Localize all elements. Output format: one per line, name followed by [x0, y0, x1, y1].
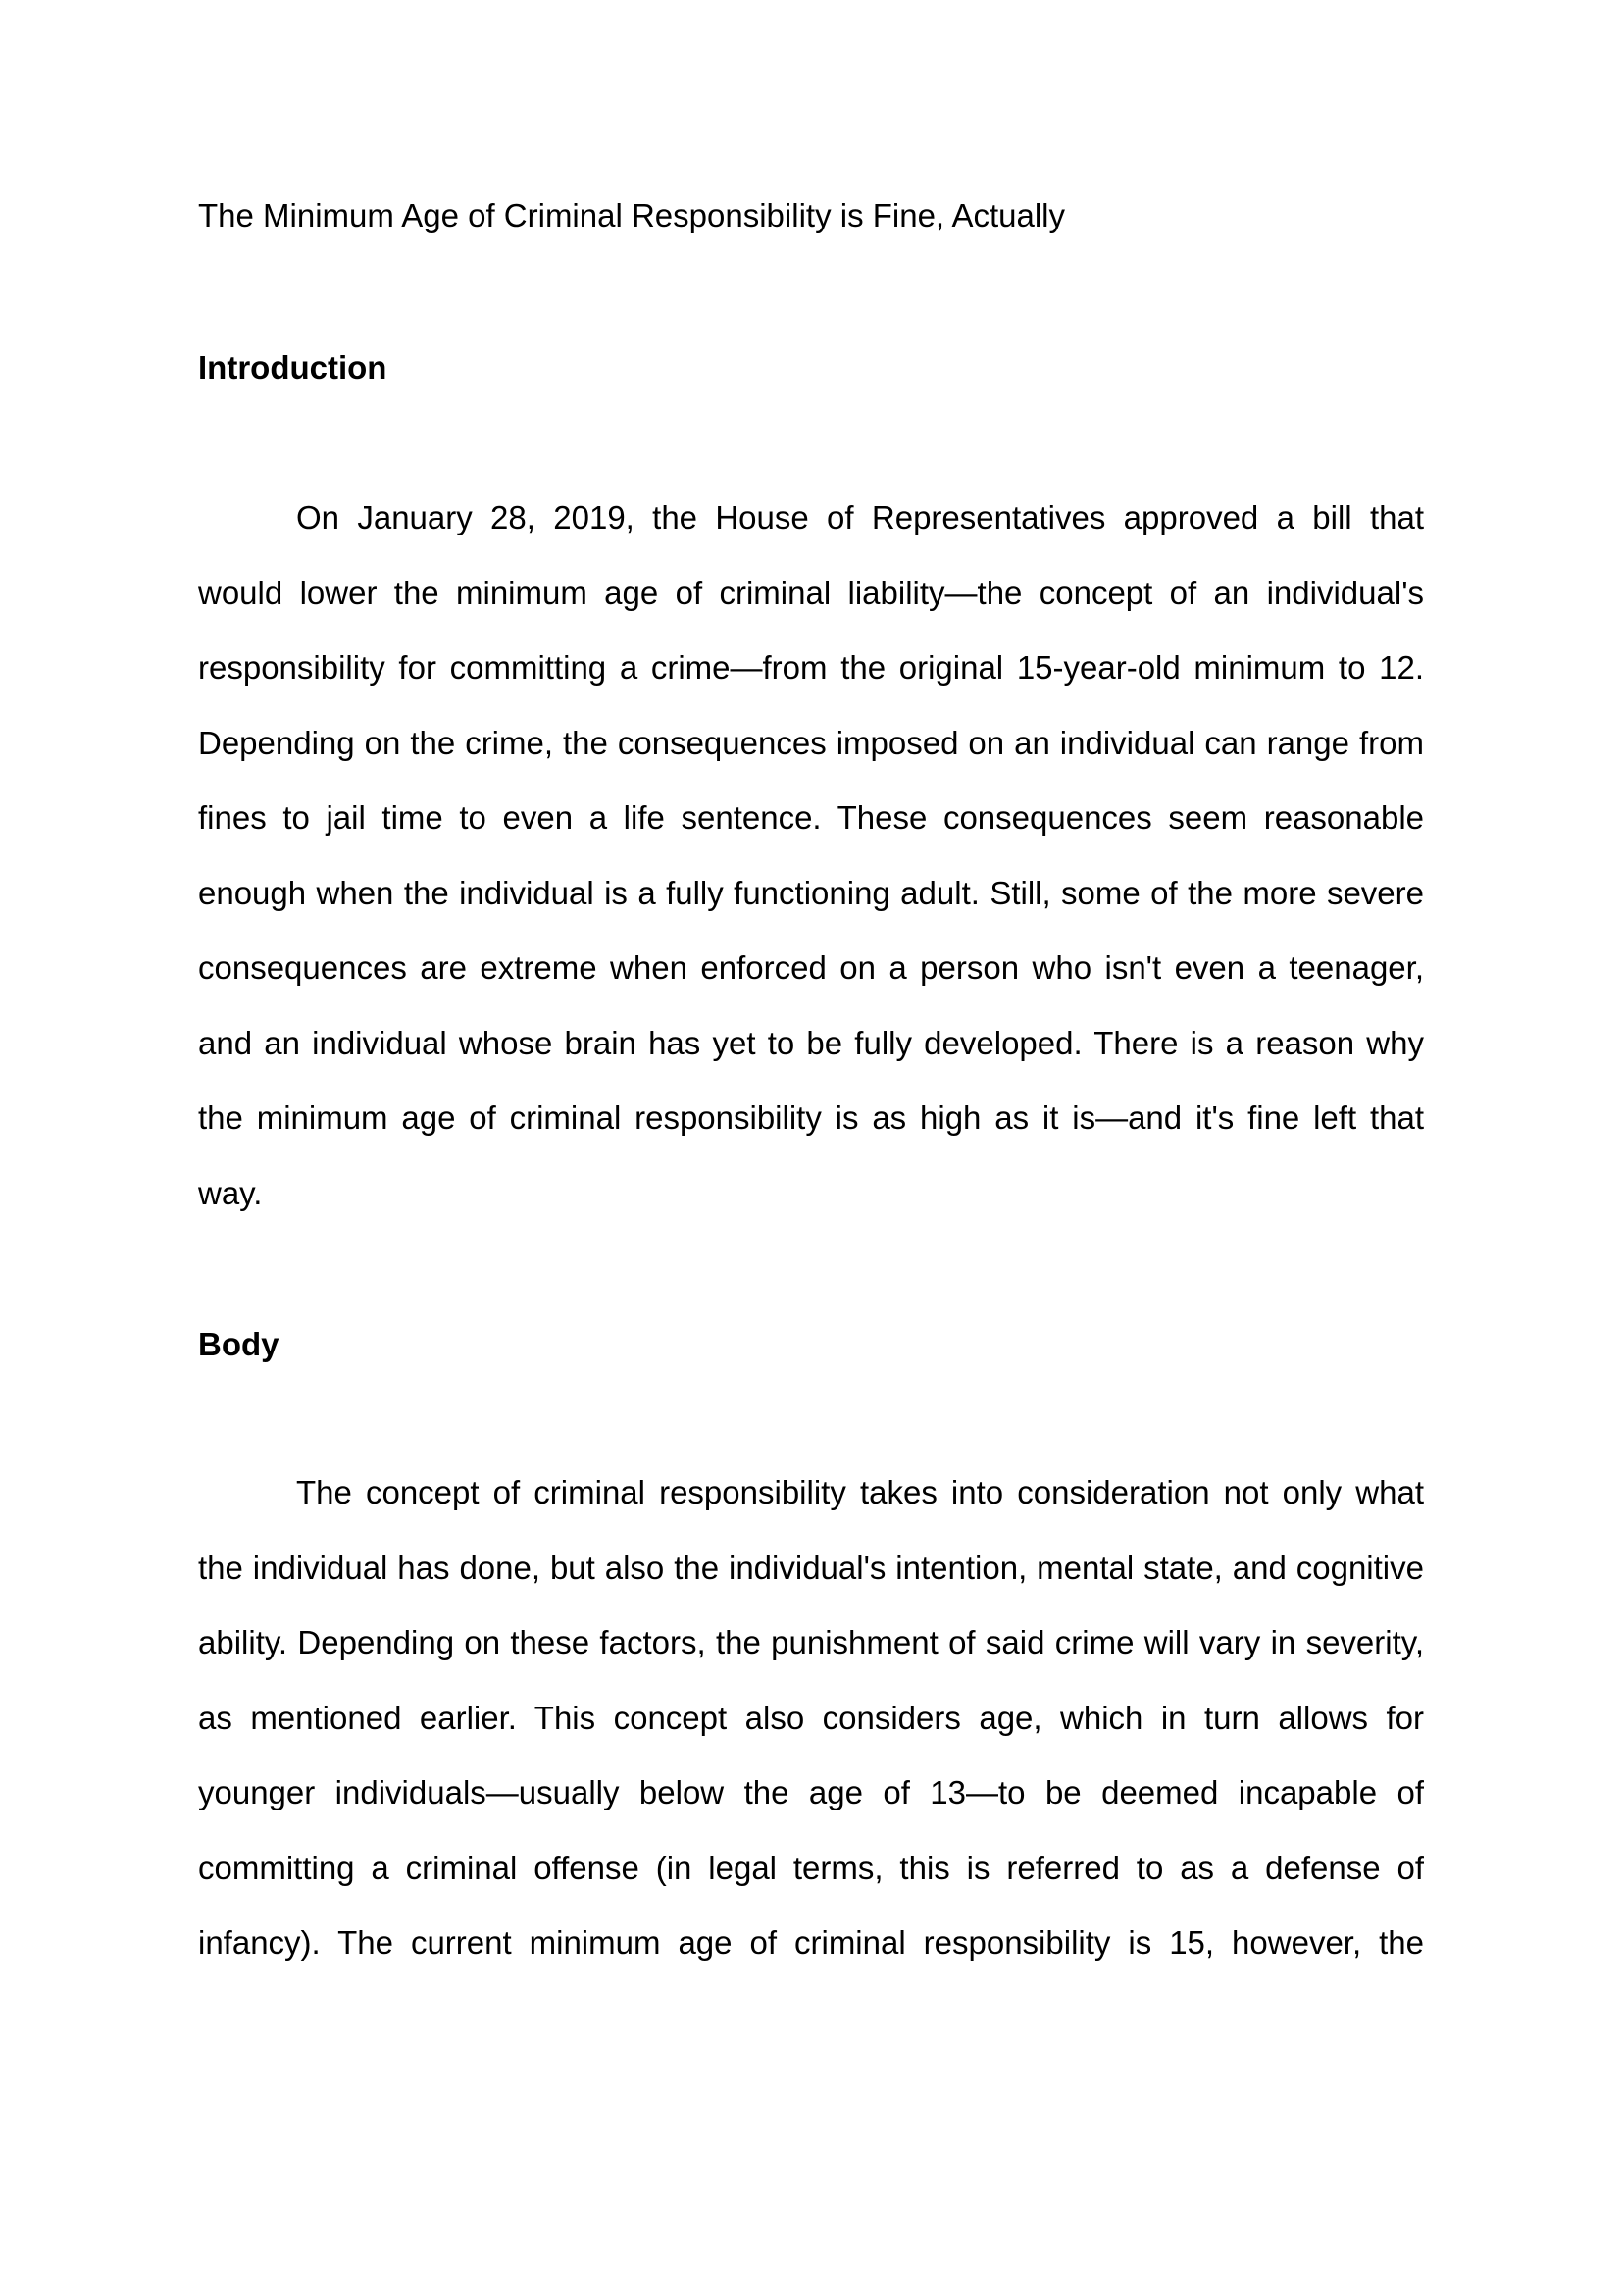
paragraph-line: and an individual whose brain has yet to be fully developed. There is a reason why: [198, 1024, 1424, 1061]
paragraph-line: as mentioned earlier. This concept also considers age, which in turn allows for: [198, 1699, 1424, 1736]
section-heading-body: Body: [198, 1326, 279, 1362]
paragraph-line: committing a criminal offense (in legal terms, this is referred to as a defense of: [198, 1849, 1424, 1886]
paragraph-line: younger individuals—usually below the age of 13—to be deemed incapable of: [198, 1774, 1424, 1810]
document-title: The Minimum Age of Criminal Responsibility is Fine, Actually: [198, 197, 1065, 233]
body-paragraph: [198, 1455, 1424, 1981]
paragraph-line: the minimum age of criminal responsibility is as high as it is—and it's fine left that: [198, 1099, 1424, 1136]
paragraph-line: enough when the individual is a fully functioning adult. Still, some of the more severe: [198, 874, 1424, 911]
paragraph-line: infancy). The current minimum age of criminal responsibility is 15, however, the: [198, 1924, 1424, 1961]
paragraph-line: way.: [198, 1174, 263, 1211]
paragraph-line: responsibility for committing a crime—from the original 15-year-old minimum to 12.: [198, 649, 1424, 686]
paragraph-line: On January 28, 2019, the House of Representatives approved a bill that: [296, 499, 1424, 535]
paragraph-line: the individual has done, but also the individual's intention, mental state, and cognitive: [198, 1549, 1424, 1586]
paragraph-line: consequences are extreme when enforced on a person who isn't even a teenager,: [198, 949, 1424, 986]
paragraph-line: The concept of criminal responsibility takes into consideration not only what: [296, 1474, 1424, 1510]
paragraph-line: would lower the minimum age of criminal liability—the concept of an individual's: [198, 574, 1424, 611]
paragraph-line: fines to jail time to even a life sentence. These consequences seem reasonable: [198, 799, 1424, 836]
paragraph-line: ability. Depending on these factors, the punishment of said crime will vary in severity,: [198, 1624, 1424, 1660]
section-heading-introduction: Introduction: [198, 349, 387, 385]
paragraph-line: Depending on the crime, the consequences imposed on an individual can range from: [198, 724, 1424, 761]
introduction-paragraph: [198, 481, 1424, 1231]
